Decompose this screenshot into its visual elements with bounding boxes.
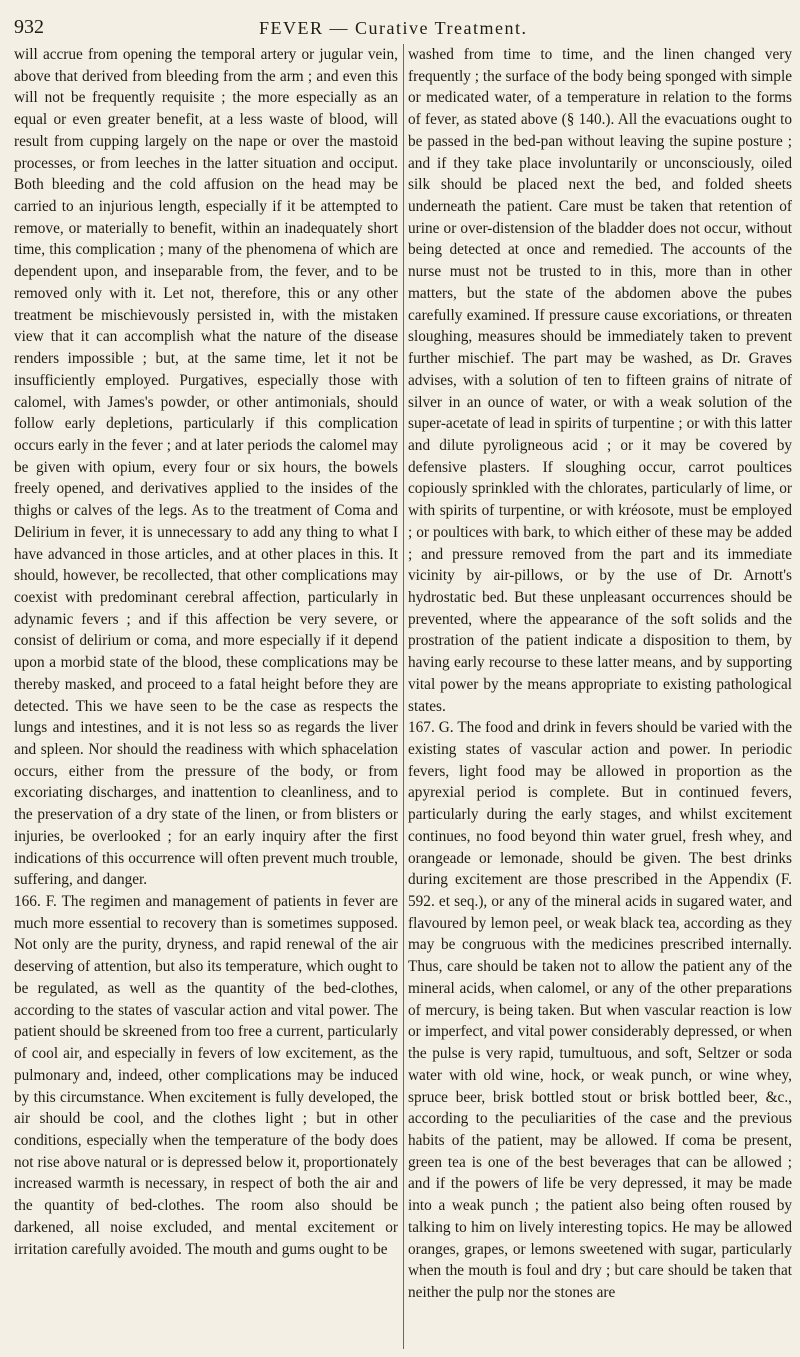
left-paragraph-2: 166. F. The regimen and management of patients in fever are much more essential to recovery than is sometimes supposed. Not only are the purity, dryness, and rapid renewal of the air deserving of attention, but also its temperature, which ought to be regulated, as well as the quantity of the bed-clothes, according to the states of vascular action and vital power. The patient should be skreened from too free a current, particularly of cool air, and especially in fevers of low excitement, as the pulmonary and, indeed, other complications may be induced by this circumstance. When excitement is fully developed, the air should be cool, and the clothes light ; but in other conditions, especially when the temperature of the body does not rise above natural or is depressed below it, proportionately increased warmth is necessary, in respect of both the air and the quantity of bed-clothes. The room also should be darkened, all noise excluded, and mental excitement or irritation carefully avoided. The mouth and gums ought to be	[14, 893, 398, 1258]
right-paragraph-1: washed from time to time, and the linen changed very frequently ; the surface of the body being sponged with simple or medicated water, of a temperature in relation to the forms of fever, as stated above (§ 140.). All the evacuations ought to be passed in the bed-pan without leaving the supine posture ; and if they take place involuntarily or unconsciously, oiled silk should be placed next the bed, and folded sheets underneath the patient. Care must be taken that retention of urine or over-distension of the bladder does not occur, without being detected at once and remedied. The accounts of the nurse must not be trusted to in this, more than in other matters, but the state of the abdomen above the pubes carefully examined. If pressure cause excoriations, or threaten sloughing, measures should be immediately taken to prevent further mischief. The part may be washed, as Dr. Graves advises, with a solution of ten to fifteen grains of nitrate of silver in an ounce of water, or with a weak solution of the super-acetate of lead in spirits of turpentine ; or with this latter and dilute pyroligneous acid ; or it may be covered by defensive plasters. If sloughing occur, carrot poultices copiously sprinkled with the chlorates, particularly of lime, or with spirits of turpentine, or with kréosote, must be employed ; or poultices with bark, to which either of these may be added ; and pressure removed from the part and its immediate vicinity by air-pillows, or by the use of Dr. Arnott's hydrostatic bed. But these unpleasant occurrences should be prevented, where the appearance of the soft solids and the prostration of the patient indicate a disposition to them, by having early recourse to these latter means, and by supporting vital power by the means appropriate to existing pathological states.	[408, 46, 792, 715]
left-column	[14, 44, 398, 1260]
left-paragraph-1: will accrue from opening the temporal artery or jugular vein, above that derived from bleeding from the arm ; and even this will not be frequently requisite ; the more especially as an equal or even greater benefit, at a less waste of blood, will result from cupping largely on the nape or over the mastoid processes, or from leeches in the latter situation and occiput. Both bleeding and the cold affusion on the head may be carried to an injurious length, especially if it be attempted to remove, or materially to benefit, within an inadequately short time, this complication ; many of the phenomena of which are dependent upon, and inseparable from, the fever, and to be removed only with it. Let not, therefore, this or any other treatment be mischievously persisted in, with the mistaken view that it can accomplish what the nature of the disease renders impossible ; but, at the same time, let it not be insufficiently employed. Purgatives, especially those with calomel, with James's powder, or other antimonials, should follow early depletions, particularly if this complication occurs early in the fever ; and at later periods the calomel may be given with opium, every four or six hours, the bowels freely opened, and derivatives applied to the insides of the thighs or calves of the legs. As to the treatment of Coma and Delirium in fever, it is unnecessary to add any thing to what I have advanced in those articles, and at other places in this. It should, however, be recollected, that other complications may coexist with predominant cerebral affection, particularly in adynamic fevers ; and if this affection be very severe, or consist of delirium or coma, and more especially if it depend upon a morbid state of the blood, these complications may be thereby masked, and proceed to a fatal height before they are detected. This we have seen to be the case as respects the lungs and intestines, and it is not less so as regards the liver and spleen. Nor should the readiness with which sphacelation occurs, either from the pressure of the body, or from excoriating discharges, and inattention to cleanliness, and to the preservation of a dry state of the linen, or from blisters or injuries, be overlooked ; for an early inquiry after the first indications of this occurrence will often prevent much trouble, suffering, and danger.	[14, 46, 398, 889]
right-column	[408, 44, 792, 1304]
page-number: 932	[14, 16, 44, 38]
right-paragraph-2: 167. G. The food and drink in fevers should be varied with the existing states of vascular action and power. In periodic fevers, light food may be allowed in proportion as the apyrexial period is complete. But in continued fevers, particularly during the early stages, and whilst excitement continues, no food beyond thin water gruel, fresh whey, and orangeade or lemonade, should be given. The best drinks during excitement are those prescribed in the Appendix (F. 592. et seq.), or any of the mineral acids in sugared water, and flavoured by lemon peel, or weak black tea, according as they may be congruous with the medicines prescribed internally. Thus, care should be taken not to allow the patient any of the mineral acids, when calomel, or any of the other preparations of mercury, is being taken. But when vascular reaction is low or imperfect, and vital power considerably depressed, or when the pulse is very rapid, tumultuous, and soft, Seltzer or soda water with old wine, hock, or weak punch, or wine whey, spruce beer, brisk bottled stout or brisk bottled beer, &c., according to the peculiarities of the case and the previous habits of the patient, may be allowed. If coma be present, green tea is one of the best beverages that can be allowed ; and if the powers of life be very depressed, it may be made into a weak punch ; the patient also being often roused by talking to him on lively interesting topics. He may be allowed oranges, grapes, or lemons sweetened with sugar, particularly when the mouth is foul and dry ; but care should be taken that neither the pulp nor the stones are	[408, 719, 792, 1301]
running-head: FEVER — Curative Treatment.	[259, 18, 528, 38]
column-divider	[403, 44, 404, 1349]
page-header	[14, 10, 786, 40]
